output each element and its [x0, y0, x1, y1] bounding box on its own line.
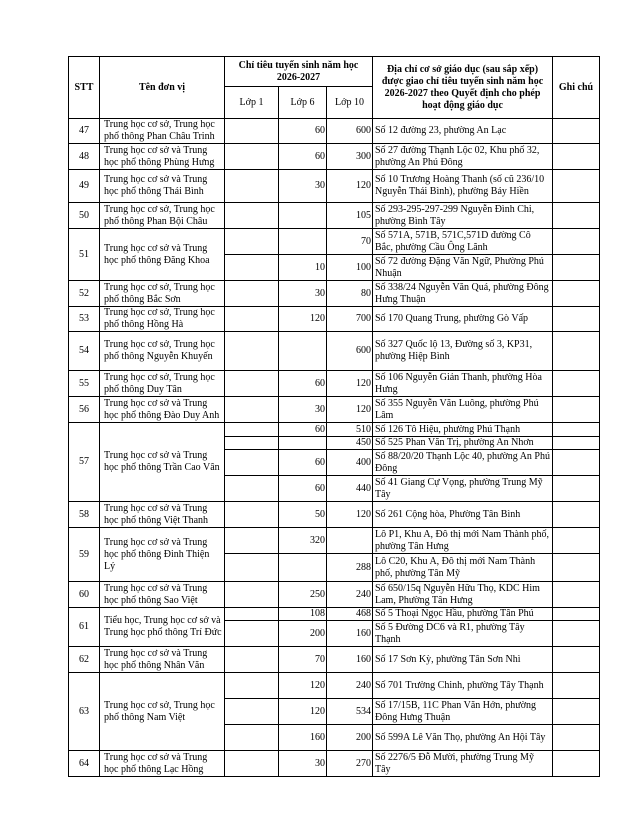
table-row [69, 371, 600, 397]
header-address: Địa chỉ cơ sở giáo dục (sau sắp xếp) được giao chỉ tiêu tuyển sinh năm học 2026-2027 theo Quyết định cho phép hoạt động giáo dục [373, 57, 553, 119]
grade-6-cell: 60 [279, 423, 327, 437]
grade-10-cell: 160 [327, 647, 373, 673]
stt-cell: 49 [69, 170, 100, 203]
address-cell: Số 293-295-297-299 Nguyễn Đình Chi, phường Bình Tây [373, 203, 553, 229]
table-row [69, 751, 600, 777]
unit-name-cell: Trung học cơ sở và Trung học phổ thông Thái Bình [100, 170, 225, 203]
note-cell [553, 423, 600, 437]
grade-6-cell: 120 [279, 307, 327, 332]
grade-1-cell [225, 332, 279, 371]
grade-1-cell [225, 255, 279, 281]
grade-10-cell: 700 [327, 307, 373, 332]
address-cell: Số 2276/5 Đỗ Mười, phường Trung Mỹ Tây [373, 751, 553, 777]
stt-cell: 61 [69, 608, 100, 647]
header-stt: STT [69, 57, 100, 119]
grade-6-cell: 30 [279, 751, 327, 777]
grade-1-cell [225, 673, 279, 699]
note-cell [553, 170, 600, 203]
header-unit-name: Tên đơn vị [100, 57, 225, 119]
note-cell [553, 144, 600, 170]
note-cell [553, 371, 600, 397]
note-cell [553, 397, 600, 423]
note-cell [553, 502, 600, 528]
note-cell [553, 673, 600, 699]
grade-10-cell: 440 [327, 476, 373, 502]
grade-10-cell: 100 [327, 255, 373, 281]
grade-1-cell [225, 621, 279, 647]
unit-name-cell: Trung học cơ sở, Trung học phổ thông Phan Châu Trinh [100, 119, 225, 144]
address-cell: Số 126 Tô Hiệu, phường Phú Thạnh [373, 423, 553, 437]
grade-10-cell: 120 [327, 397, 373, 423]
grade-1-cell [225, 203, 279, 229]
stt-cell: 57 [69, 423, 100, 502]
grade-6-cell: 30 [279, 281, 327, 307]
table-row [69, 203, 600, 229]
grade-10-cell: 600 [327, 119, 373, 144]
grade-1-cell [225, 307, 279, 332]
grade-10-cell: 240 [327, 673, 373, 699]
note-cell [553, 255, 600, 281]
grade-1-cell [225, 608, 279, 621]
grade-1-cell [225, 119, 279, 144]
unit-name-cell: Trung học cơ sở và Trung học phổ thông Phùng Hưng [100, 144, 225, 170]
grade-10-cell: 160 [327, 621, 373, 647]
grade-6-cell: 60 [279, 371, 327, 397]
address-cell: Số 170 Quang Trung, phường Gò Vấp [373, 307, 553, 332]
unit-name-cell: Trung học cơ sở, Trung học phổ thông Bắc Sơn [100, 281, 225, 307]
grade-10-cell: 120 [327, 170, 373, 203]
grade-1-cell [225, 502, 279, 528]
header-note: Ghi chú [553, 57, 600, 119]
grade-6-cell: 30 [279, 170, 327, 203]
table-row [69, 229, 600, 255]
grade-10-cell: 300 [327, 144, 373, 170]
grade-10-cell: 105 [327, 203, 373, 229]
unit-name-cell: Trung học cơ sở, Trung học phổ thông Hồng Hà [100, 307, 225, 332]
address-cell: Số 27 đường Thạnh Lộc 02, Khu phố 32, phường An Phú Đông [373, 144, 553, 170]
grade-1-cell [225, 437, 279, 450]
table-row [69, 528, 600, 554]
note-cell [553, 725, 600, 751]
note-cell [553, 307, 600, 332]
unit-name-cell: Trung học cơ sở và Trung học phổ thông Đăng Khoa [100, 229, 225, 281]
grade-10-cell: 468 [327, 608, 373, 621]
note-cell [553, 437, 600, 450]
grade-10-cell: 120 [327, 502, 373, 528]
address-cell: Số 17 Sơn Kỳ, phường Tân Sơn Nhì [373, 647, 553, 673]
grade-10-cell: 80 [327, 281, 373, 307]
address-cell: Số 701 Trường Chinh, phường Tây Thạnh [373, 673, 553, 699]
table-row [69, 582, 600, 608]
grade-6-cell: 60 [279, 476, 327, 502]
unit-name-cell: Trung học cơ sở, Trung học phổ thông Nguyễn Khuyến [100, 332, 225, 371]
grade-1-cell [225, 397, 279, 423]
stt-cell: 52 [69, 281, 100, 307]
unit-name-cell: Trung học cơ sở và Trung học phổ thông Sao Việt [100, 582, 225, 608]
grade-1-cell [225, 582, 279, 608]
unit-name-cell: Trung học cơ sở và Trung học phổ thông Đào Duy Anh [100, 397, 225, 423]
grade-6-cell: 70 [279, 647, 327, 673]
grade-1-cell [225, 647, 279, 673]
table-row [69, 423, 600, 437]
address-cell: Số 599A Lê Văn Thọ, phường An Hội Tây [373, 725, 553, 751]
table-row [69, 673, 600, 699]
grade-6-cell: 160 [279, 725, 327, 751]
grade-10-cell [327, 528, 373, 554]
unit-name-cell: Trung học cơ sở, Trung học phổ thông Phan Bội Châu [100, 203, 225, 229]
stt-cell: 50 [69, 203, 100, 229]
address-cell: Số 12 đường 23, phường An Lạc [373, 119, 553, 144]
stt-cell: 55 [69, 371, 100, 397]
stt-cell: 47 [69, 119, 100, 144]
unit-name-cell: Trung học cơ sở và Trung học phổ thông Lạc Hồng [100, 751, 225, 777]
address-cell: Số 10 Trương Hoàng Thanh (số cũ 236/10 Nguyễn Thái Bình), phường Bảy Hiền [373, 170, 553, 203]
address-cell: Số 41 Giang Cự Vọng, phường Trung Mỹ Tây [373, 476, 553, 502]
note-cell [553, 281, 600, 307]
header-grade-10: Lớp 10 [327, 87, 373, 119]
unit-name-cell: Trung học cơ sở, Trung học phổ thông Nam Việt [100, 673, 225, 751]
grade-6-cell: 60 [279, 450, 327, 476]
note-cell [553, 647, 600, 673]
address-cell: Số 338/24 Nguyễn Văn Quá, phường Đông Hưng Thuận [373, 281, 553, 307]
table-row [69, 281, 600, 307]
note-cell [553, 476, 600, 502]
note-cell [553, 450, 600, 476]
grade-6-cell: 50 [279, 502, 327, 528]
grade-1-cell [225, 281, 279, 307]
note-cell [553, 621, 600, 647]
grade-1-cell [225, 725, 279, 751]
table-row [69, 608, 600, 621]
grade-10-cell: 240 [327, 582, 373, 608]
unit-name-cell: Trung học cơ sở và Trung học phổ thông Việt Thanh [100, 502, 225, 528]
stt-cell: 53 [69, 307, 100, 332]
table-row [69, 307, 600, 332]
address-cell: Số 525 Phan Văn Trị, phường An Nhơn [373, 437, 553, 450]
grade-6-cell: 30 [279, 397, 327, 423]
note-cell [553, 582, 600, 608]
grade-1-cell [225, 554, 279, 582]
grade-6-cell: 120 [279, 673, 327, 699]
note-cell [553, 528, 600, 554]
address-cell: Lô P1, Khu A, Đô thị mới Nam Thành phố, phường Tân Hưng [373, 528, 553, 554]
table-row [69, 397, 600, 423]
address-cell: Số 5 Thoại Ngọc Hầu, phường Tân Phú [373, 608, 553, 621]
stt-cell: 58 [69, 502, 100, 528]
note-cell [553, 229, 600, 255]
grade-1-cell [225, 751, 279, 777]
grade-1-cell [225, 476, 279, 502]
note-cell [553, 751, 600, 777]
note-cell [553, 699, 600, 725]
stt-cell: 48 [69, 144, 100, 170]
address-cell: Số 72 đường Đặng Văn Ngữ, Phường Phú Nhuận [373, 255, 553, 281]
stt-cell: 63 [69, 673, 100, 751]
grade-10-cell: 450 [327, 437, 373, 450]
table-row [69, 647, 600, 673]
stt-cell: 56 [69, 397, 100, 423]
address-cell: Số 571A, 571B, 571C,571D đường Cô Bắc, phường Cầu Ông Lãnh [373, 229, 553, 255]
grade-6-cell [279, 437, 327, 450]
table-row [69, 144, 600, 170]
grade-6-cell: 60 [279, 144, 327, 170]
grade-6-cell: 250 [279, 582, 327, 608]
grade-1-cell [225, 423, 279, 437]
address-cell: Số 327 Quốc lộ 13, Đường số 3, KP31, phường Hiệp Bình [373, 332, 553, 371]
enrollment-quota-table [68, 56, 600, 777]
grade-6-cell: 10 [279, 255, 327, 281]
header-grade-6: Lớp 6 [279, 87, 327, 119]
address-cell: Số 650/15q Nguyễn Hữu Thọ, KDC Him Lam, Phường Tân Hưng [373, 582, 553, 608]
grade-6-cell: 120 [279, 699, 327, 725]
grade-10-cell: 120 [327, 371, 373, 397]
grade-1-cell [225, 170, 279, 203]
table-row [69, 502, 600, 528]
table-row [69, 170, 600, 203]
address-cell: Số 88/20/20 Thạnh Lộc 40, phường An Phú Đông [373, 450, 553, 476]
stt-cell: 60 [69, 582, 100, 608]
grade-10-cell: 534 [327, 699, 373, 725]
address-cell: Số 17/15B, 11C Phan Văn Hớn, phường Đông Hưng Thuận [373, 699, 553, 725]
grade-1-cell [225, 144, 279, 170]
stt-cell: 59 [69, 528, 100, 582]
address-cell: Số 355 Nguyễn Văn Luông, phường Phú Lâm [373, 397, 553, 423]
grade-1-cell [225, 450, 279, 476]
grade-10-cell: 288 [327, 554, 373, 582]
unit-name-cell: Trung học cơ sở và Trung học phổ thông Trần Cao Vân [100, 423, 225, 502]
stt-cell: 64 [69, 751, 100, 777]
unit-name-cell: Trung học cơ sở và Trung học phổ thông Đinh Thiện Lý [100, 528, 225, 582]
grade-6-cell [279, 332, 327, 371]
unit-name-cell: Tiểu học, Trung học cơ sở và Trung học phổ thông Trí Đức [100, 608, 225, 647]
grade-6-cell [279, 229, 327, 255]
grade-6-cell [279, 554, 327, 582]
header-grade-1: Lớp 1 [225, 87, 279, 119]
stt-cell: 51 [69, 229, 100, 281]
grade-6-cell: 200 [279, 621, 327, 647]
table-body [69, 119, 600, 777]
grade-1-cell [225, 699, 279, 725]
grade-10-cell: 510 [327, 423, 373, 437]
grade-6-cell: 320 [279, 528, 327, 554]
address-cell: Số 106 Nguyễn Giản Thanh, phường Hòa Hưng [373, 371, 553, 397]
stt-cell: 54 [69, 332, 100, 371]
grade-1-cell [225, 528, 279, 554]
note-cell [553, 332, 600, 371]
grade-10-cell: 600 [327, 332, 373, 371]
unit-name-cell: Trung học cơ sở và Trung học phổ thông Nhân Văn [100, 647, 225, 673]
note-cell [553, 119, 600, 144]
table-row [69, 332, 600, 371]
grade-10-cell: 270 [327, 751, 373, 777]
header-quota: Chỉ tiêu tuyển sinh năm học 2026-2027 [225, 57, 373, 87]
note-cell [553, 554, 600, 582]
stt-cell: 62 [69, 647, 100, 673]
grade-1-cell [225, 229, 279, 255]
grade-1-cell [225, 371, 279, 397]
address-cell: Lô C20, Khu A, Đô thị mới Nam Thành phố, phường Tân Mỹ [373, 554, 553, 582]
grade-6-cell: 60 [279, 119, 327, 144]
note-cell [553, 203, 600, 229]
address-cell: Số 261 Cộng hòa, Phường Tân Bình [373, 502, 553, 528]
grade-10-cell: 200 [327, 725, 373, 751]
unit-name-cell: Trung học cơ sở, Trung học phổ thông Duy Tân [100, 371, 225, 397]
grade-6-cell [279, 203, 327, 229]
address-cell: Số 5 Đường DC6 và R1, phường Tây Thạnh [373, 621, 553, 647]
grade-10-cell: 70 [327, 229, 373, 255]
grade-10-cell: 400 [327, 450, 373, 476]
table-row [69, 119, 600, 144]
grade-6-cell: 108 [279, 608, 327, 621]
note-cell [553, 608, 600, 621]
